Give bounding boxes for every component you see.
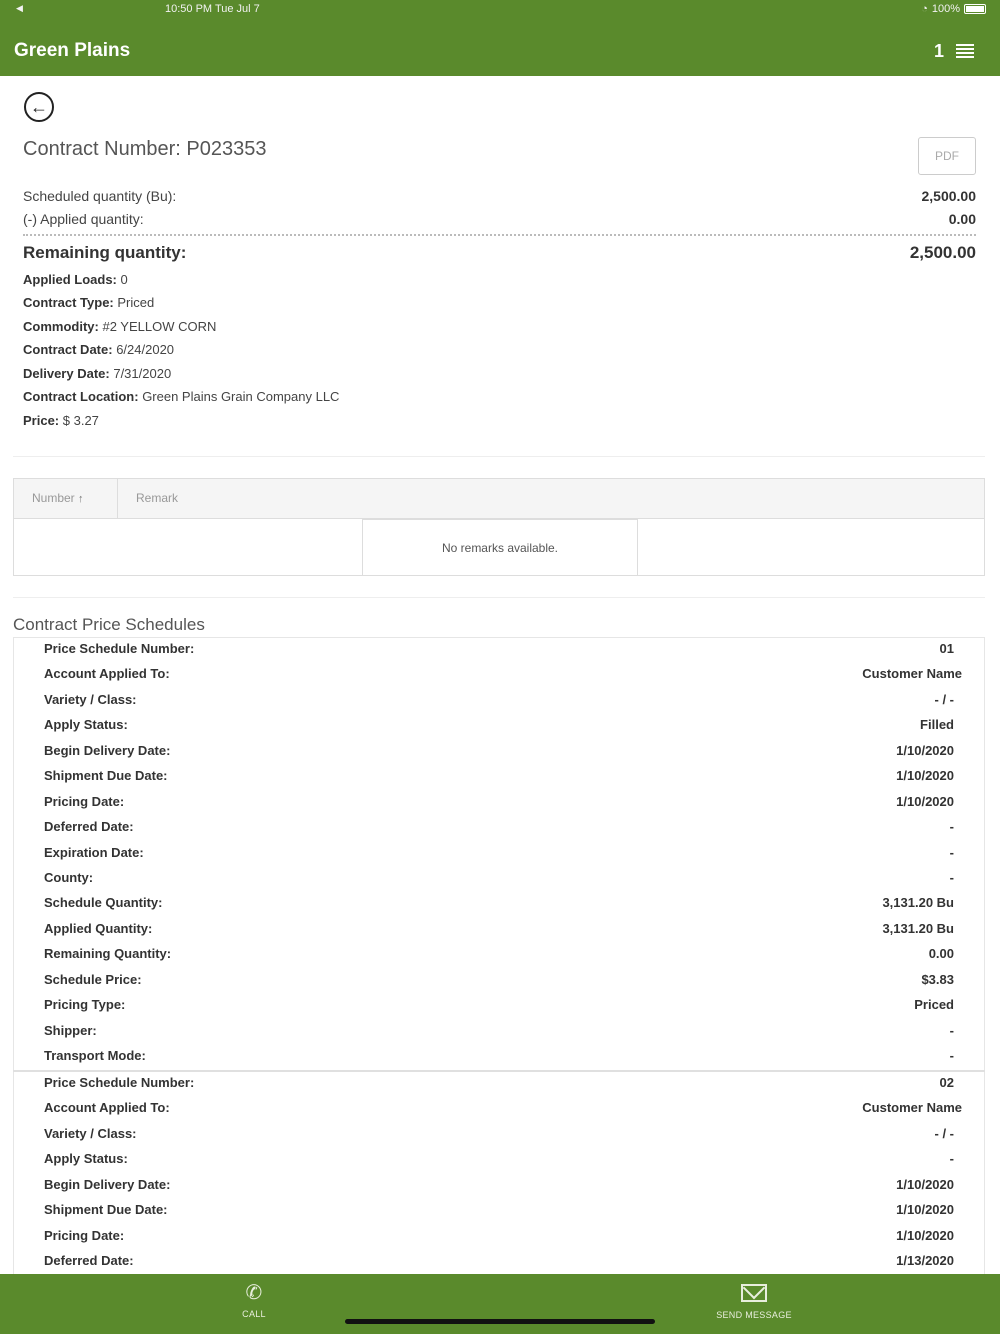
app-header xyxy=(0,0,1000,76)
applied-quantity-label: (-) Applied quantity: xyxy=(23,211,144,227)
schedule-row: Remaining Quantity: 0.00 xyxy=(44,946,954,962)
send-message-label: SEND MESSAGE xyxy=(716,1310,792,1320)
schedule-row: Deferred Date: 1/13/2020 xyxy=(44,1253,954,1269)
status-time: 10:50 PM Tue Jul 7 xyxy=(165,3,260,15)
price-schedule-02 xyxy=(13,1072,985,1276)
section-divider xyxy=(13,456,985,457)
applied-quantity-row xyxy=(23,211,976,227)
scheduled-quantity-value: 2,500.00 xyxy=(921,188,976,204)
schedule-row: Price Schedule Number: 01 xyxy=(44,641,954,656)
battery-icon xyxy=(964,4,986,14)
schedule-row: County: - xyxy=(44,869,954,885)
schedule-row: Expiration Date: - xyxy=(44,844,954,860)
back-button[interactable] xyxy=(24,92,54,122)
detail-commodity: Commodity: #2 YELLOW CORN xyxy=(23,319,217,334)
applied-quantity-value: 0.00 xyxy=(948,211,976,227)
send-message-button[interactable] xyxy=(684,1280,824,1320)
price-schedule-01 xyxy=(13,637,985,1070)
schedule-row: Shipment Due Date: 1/10/2020 xyxy=(44,768,954,784)
schedule-row: Shipper: - xyxy=(44,1022,954,1038)
schedule-row: Pricing Date: 1/10/2020 xyxy=(44,793,954,809)
sort-ascending-icon: ↑ xyxy=(78,493,84,505)
schedule-row: Variety / Class: - / - xyxy=(44,1125,954,1141)
schedule-row: Apply Status: - xyxy=(44,1151,954,1167)
remaining-quantity-value: 2,500.00 xyxy=(909,243,976,262)
detail-contract-type: Contract Type: Priced xyxy=(23,295,155,310)
detail-price: Price: $ 3.27 xyxy=(23,413,99,428)
schedule-row: Schedule Price: $3.83 xyxy=(44,971,954,987)
call-label: CALL xyxy=(242,1309,266,1319)
app-title: Green Plains xyxy=(14,40,131,61)
scheduled-quantity-label: Scheduled quantity (Bu): xyxy=(23,188,177,204)
schedule-row: Deferred Date: - xyxy=(44,819,954,835)
schedule-row: Account Applied To: Customer Name xyxy=(44,666,962,682)
header-count[interactable]: 1 xyxy=(933,41,944,61)
wifi-icon: ◔ xyxy=(921,3,928,15)
detail-contract-date: Contract Date: 6/24/2020 xyxy=(23,342,175,357)
remaining-quantity-label: Remaining quantity: xyxy=(23,243,187,262)
pdf-button[interactable]: PDF xyxy=(918,137,976,175)
remarks-table xyxy=(13,478,985,576)
detail-delivery-date: Delivery Date: 7/31/2020 xyxy=(23,366,172,381)
schedule-row: Begin Delivery Date: 1/10/2020 xyxy=(44,742,954,758)
schedule-row: Variety / Class: - / - xyxy=(44,691,954,707)
menu-icon[interactable] xyxy=(956,44,974,58)
status-back-icon: ◀ xyxy=(16,3,23,13)
number-column-header[interactable]: Number ↑ xyxy=(14,479,118,519)
home-indicator xyxy=(345,1319,655,1324)
battery-percent: 100% xyxy=(931,3,960,15)
status-right xyxy=(921,3,986,15)
remark-column-header[interactable]: Remark xyxy=(136,491,179,505)
scheduled-quantity-row xyxy=(23,188,976,204)
schedule-row: Pricing Date: 1/10/2020 xyxy=(44,1227,954,1243)
dotted-divider xyxy=(23,234,976,236)
schedule-row: Begin Delivery Date: 1/10/2020 xyxy=(44,1176,954,1192)
back-arrow-icon: ← xyxy=(30,96,48,117)
schedule-row: Account Applied To: Customer Name xyxy=(44,1100,962,1116)
detail-applied-loads: Applied Loads: 0 xyxy=(23,272,128,287)
remarks-header xyxy=(14,479,984,519)
no-remarks-message: No remarks available. xyxy=(362,519,638,576)
call-button[interactable] xyxy=(184,1280,324,1319)
schedule-row: Apply Status: Filled xyxy=(44,717,954,733)
schedule-row: Price Schedule Number: 02 xyxy=(44,1075,954,1090)
detail-contract-location: Contract Location: Green Plains Grain Company LLC xyxy=(23,389,340,404)
schedule-row: Shipment Due Date: 1/10/2020 xyxy=(44,1202,954,1218)
contract-title: Contract Number: P023353 xyxy=(23,138,267,160)
phone-icon: ✆ xyxy=(245,1282,263,1304)
section-divider xyxy=(13,597,985,598)
schedule-row: Schedule Quantity: 3,131.20 Bu xyxy=(44,895,954,911)
schedule-row: Applied Quantity: 3,131.20 Bu xyxy=(44,920,954,936)
schedule-row: Pricing Type: Priced xyxy=(44,997,954,1013)
status-bar xyxy=(0,3,1000,17)
mail-icon xyxy=(741,1284,767,1302)
remaining-quantity-row xyxy=(23,243,976,263)
bottom-action-bar xyxy=(0,1274,1000,1334)
schedule-row: Transport Mode: - xyxy=(44,1048,954,1063)
price-schedules-title: Contract Price Schedules xyxy=(13,615,205,634)
